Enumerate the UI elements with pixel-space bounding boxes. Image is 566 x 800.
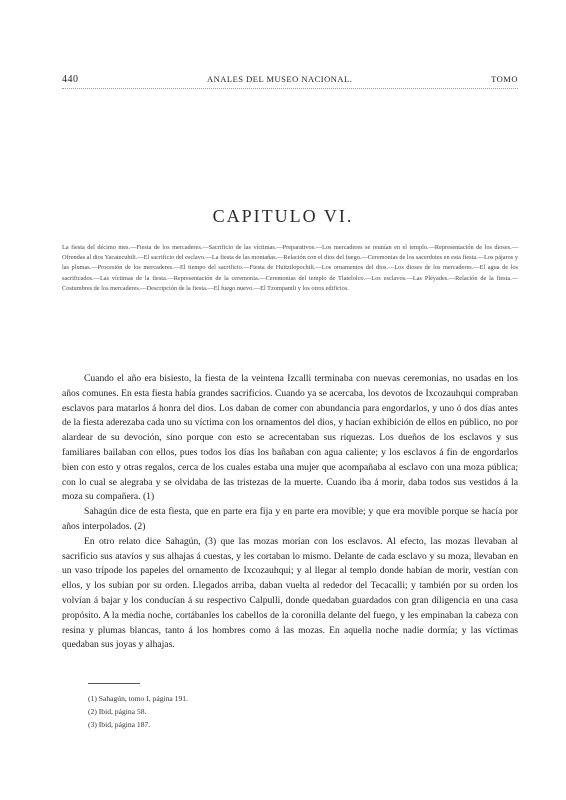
- footnote: (2) Ibid, página 58.: [88, 707, 147, 716]
- chapter-title: CAPITULO VI.: [212, 206, 354, 226]
- page-number: 440: [62, 74, 79, 85]
- running-title: ANALES DEL MUSEO NACIONAL.: [207, 74, 353, 84]
- header-rule: [62, 88, 518, 89]
- body-text: [62, 372, 518, 653]
- footnotes: [88, 692, 388, 731]
- footnote-rule: [88, 683, 140, 684]
- footnote: (1) Sahagún, tomo I, página 191.: [88, 694, 188, 703]
- volume-label: TOMO: [491, 74, 518, 84]
- paragraph: En otro relato dice Sahagún, (3) que las mozas morían con los esclavos. Al efecto, las mozas llevaban al sacrificio sus atavíos y sus alhajas á cuestas, y les cortaban lo mismo. Delante de cada esclavo y su moza, llevaban en un vaso trípode los papeles del ornamento de Ixcozauhqui; y al llegar al templo donde habían de morir, vestían con ellos, y los subían por su orden. Llegados arriba, daban vuelta al rededor del Tecacalli; y también por su orden los volvían á bajar y los conducían á su respectivo Calpulli, donde quedaban guardados con gran diligencia en una casa propósito. A la media noche, cortábanles los cabellos de la coronilla delante del fuego, y les empinaban la cabeza con resina y plumas blancas, tanto á los hombres como á las mozas. En aquella noche nadie dormía; y las víctimas quedaban sus joyas y alhajas.: [62, 535, 518, 651]
- chapter-summary: La fiesta del décimo mes.—Fiesta de los mercaderes.—Sacrificio de las víctimas.—Preparativos.—Los mercaderes se reunían en el templo.—Representación de los dioses.—Ofrendas al dios Yacatecuhtli.—El sacrificio del esclavo.—La fiesta de las montañas.—Relación con el dios del fuego.—Ceremonias de los sacerdotes en esta fiesta.—Los pájaros y las plumas.—Procesión de los mercaderes.—El tiempo del sacrificio.—Fiesta de Huitzilopochtli.—Los ornamentos del dios.—Los dioses de los mercaderes.—El agua de los sacrificados.—Las víctimas de la fiesta.—Representación de la ceremonia.—Ceremonias del templo de Tlatelolco.—Los esclavos.—Las Pléyades.—Relación de la fiesta.—Costumbres de los mercaderes.—Descripción de la fiesta.—El fuego nuevo.—El Tzompantli y los otros edificios.: [62, 244, 518, 292]
- paragraph: Cuando el año era bisiesto, la fiesta de la veintena Izcalli terminaba con nuevas ceremonias, no usadas en los años comunes. En esta fiesta había grandes sacrificios. Cuando ya se acercaba, los devotos de Ixcozauhqui compraban esclavos para matarlos á honra del dios. Los daban de comer con abundancia para engordarlos, y uno ó dos días antes de la fiesta aderezaba cada uno su víctima con los ornamentos del dios, y hacían exhibición de ellos en público, no por alardear de su devoción, sino porque con esto se acrecentaban sus riquezas. Los dueños de los esclavos y sus familiares bailaban con ellos, pues todos los días los bañaban con agua caliente; y los esclavos á fin de engordarlos bien con esto y otras regalos, cerca de los cuales estaba una mujer que acompañaba al esclavo con una moza pública; con lo cual se alegraba y se olvidaba de las tristezas de la muerte. Cuando iba á morir, daba todos sus vestidos á la moza su compañera. (1): [62, 373, 518, 503]
- footnote: (3) Ibid, página 187.: [88, 720, 151, 729]
- paragraph: Sahagún dice de esta fiesta, que en parte era fija y en parte era movible; y que era movible porque se hacía por años interpolados. (2): [62, 506, 518, 532]
